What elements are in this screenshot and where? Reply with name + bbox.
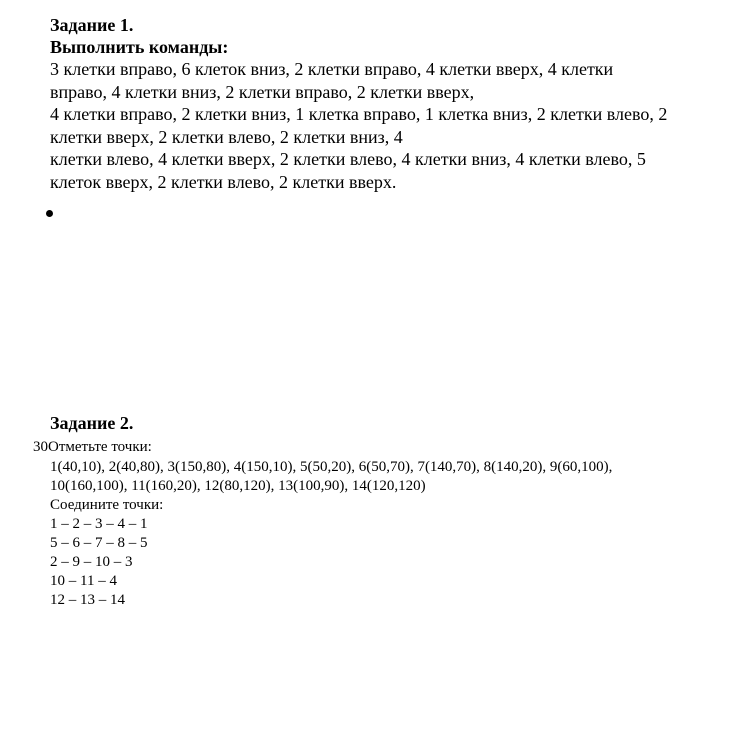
task2-intro xyxy=(33,438,152,456)
connect-line: 5 – 6 – 7 – 8 – 5 xyxy=(50,535,148,551)
command-line: клетки влево, 4 клетки вверх, 2 клетки влево, 4 клетки вниз, 4 клетки влево, 5 xyxy=(50,149,646,170)
command-line: вправо, 4 клетки вниз, 2 клетки вправо, 2 клетки вверх, xyxy=(50,81,475,102)
task1-title: Задание 1. xyxy=(50,15,134,35)
task2-title: Задание 2. xyxy=(50,413,134,433)
task2-body xyxy=(50,458,612,610)
connect-line: 12 – 13 – 14 xyxy=(50,592,125,608)
points-line: 1(40,10), 2(40,80), 3(150,80), 4(150,10), 5(50,20), 6(50,70), 7(140,70), 8(140,20), 9(60,100), xyxy=(50,459,613,475)
command-line: 4 клетки вправо, 2 клетки вниз, 1 клетка вправо, 1 клетка вниз, 2 клетки влево, 2 xyxy=(50,104,668,125)
bullet-dot xyxy=(46,210,53,217)
command-line: 3 клетки вправо, 6 клеток вниз, 2 клетки вправо, 4 клетки вверх, 4 клетки xyxy=(50,59,614,79)
task1-commands xyxy=(50,58,710,194)
mark-points-label: Отметьте точки: xyxy=(48,439,152,455)
task2-prefix-number: 30 xyxy=(33,439,48,455)
task1-section xyxy=(50,14,710,194)
command-line: клеток вверх, 2 клетки влево, 2 клетки вверх. xyxy=(50,171,397,192)
connect-line: 2 – 9 – 10 – 3 xyxy=(50,554,133,570)
connect-line: 10 – 11 – 4 xyxy=(50,573,117,589)
connect-line: 1 – 2 – 3 – 4 – 1 xyxy=(50,516,148,532)
connect-points-label: Соедините точки: xyxy=(50,497,164,513)
command-line: клетки вверх, 2 клетки влево, 2 клетки вниз, 4 xyxy=(50,126,403,147)
points-line: 10(160,100), 11(160,20), 12(80,120), 13(100,90), 14(120,120) xyxy=(50,478,426,494)
task1-subtitle: Выполнить команды: xyxy=(50,37,229,57)
